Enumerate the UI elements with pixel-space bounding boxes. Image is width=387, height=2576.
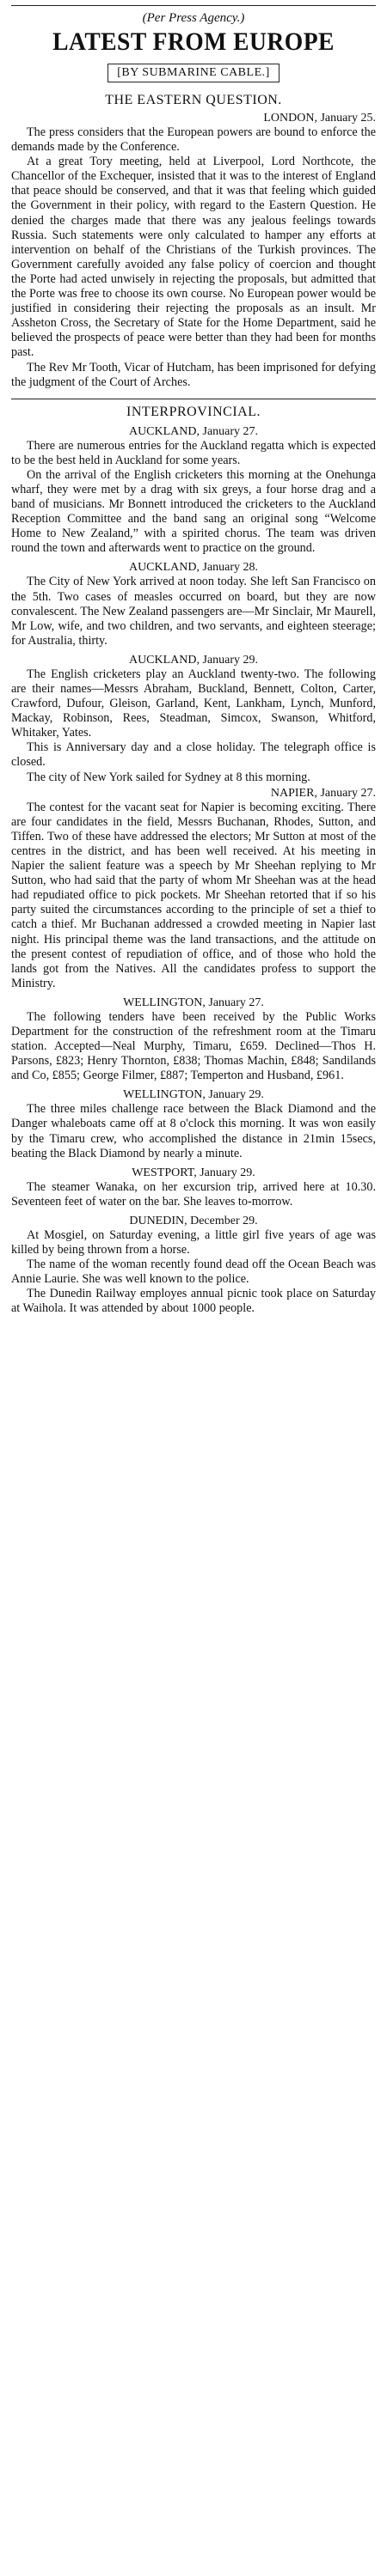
top-rule: [11, 5, 376, 6]
section-title-interprovincial: INTERPROVINCIAL.: [126, 404, 261, 419]
article-paragraph: The contest for the vacant seat for Napier is becoming exciting. There are four candidates in the field, Messrs Buchanan, Rhodes, Sutton, and Tiffen. Two of these have addressed the electors; Mr Sutton at most of the centres in the district, and has been well received. At his meeting in Napier the salient feature was a speech by Mr Sheehan replying to Mr Sutton, who had said that the party of whom Mr Sheehan was at the head had repudiated office to pick pockets. Mr Sheehan retorted that if so his party suited the circumstances according to the principle of set a thief to catch a thief. Mr Buchanan addressed a crowded meeting in Napier last night. His principal theme was the land transactions, and the attitude on the present contest of repudiation of office, and of those who hold the lands got from the Natives. All the candidates profess to support the Ministry.: [11, 800, 376, 990]
cable-label: [BY SUBMARINE CABLE.]: [108, 64, 280, 82]
article-paragraph: This is Anniversary day and a close holiday. The telegraph office is closed.: [11, 740, 376, 770]
article-paragraph: There are numerous entries for the Auckland regatta which is expected to be the best held in Auckland for some years.: [11, 438, 376, 467]
dateline-napier-27: NAPIER, January 27.: [270, 786, 376, 800]
dateline-wellington-29: WELLINGTON, January 29.: [123, 1088, 264, 1102]
headline: LATEST FROM EUROPE: [52, 27, 335, 56]
article-paragraph: The steamer Wanaka, on her excursion trip, arrived here at 10.30. Seventeen feet of water on the bar. She leaves to-morrow.: [11, 1179, 376, 1209]
article-paragraph: At a great Tory meeting, held at Liverpool, Lord Northcote, the Chancellor of the Exchequer, insisted that it was to the interest of England that peace should be conserved, and that it was that feeling which guided the Government in their policy, with regard to the Eastern Question. He denied the charges made that there was any jealous feelings towards Russia. Such statements were only calculated to hamper any efforts at intervention on behalf of the Christians of the Turkish provinces. The Government carefully avoided any false policy of coercion and thought the Porte had acted unwisely in rejecting the proposals, but admitted that the Porte was free to choose its own course. No European power would be justified in considering their rejecting the proposals as an insult. Mr Assheton Cross, the Secretary of State for the Home Department, said he believed the prospects of peace were better than they had been for months past.: [11, 155, 376, 360]
article-paragraph: The English cricketers play an Auckland twenty-two. The following are their names—Messrs Abraham, Buckland, Bennett, Colton, Carter, Crawford, Dufour, Gleison, Garland, Kent, Lankham, Lynch, Munford, Mackay, Robinson, Rees, Steadman, Simcox, Swanson, Whitford, Whitaker, Yates.: [11, 667, 376, 740]
article-paragraph: The following tenders have been received by the Public Works Department for the construction of the refreshment room at the Timaru station. Accepted—Neal Murphy, Timaru, £659. Declined—Thos H. Parsons, £823; Henry Thornton, £838; Thomas Machin, £848; Sandilands and Co, £855; George Filmer, £887; Temperton and Husband, £961.: [11, 1009, 376, 1083]
article-paragraph: The City of New York arrived at noon today. She left San Francisco on the 5th. Two cases of measles occurred on board, but they are now convalescent. The New Zealand passengers are—Mr Sinclair, Mr Maurell, Mr Low, wife, and two children, and two servants, and eighteen steerage; for Australia, thirty.: [11, 575, 376, 648]
dateline-wellington-27: WELLINGTON, January 27.: [123, 996, 264, 1009]
dateline-auckland-29: AUCKLAND, January 29.: [128, 653, 259, 667]
article-paragraph: The Rev Mr Tooth, Vicar of Hutcham, has been imprisoned for defying the judgment of the Court of Arches.: [11, 360, 376, 389]
dateline-westport-29: WESTPORT, January 29.: [132, 1166, 255, 1179]
article-paragraph: The Dunedin Railway employes annual picnic took place on Saturday at Waihola. It was attended by about 1000 people.: [11, 1287, 376, 1316]
dateline-london: LONDON, January 25.: [263, 112, 376, 125]
agency-line: (Per Press Agency.): [142, 11, 245, 25]
dateline-auckland-28: AUCKLAND, January 28.: [128, 561, 259, 575]
dateline-dunedin-29: DUNEDIN, December 29.: [129, 1214, 258, 1227]
dateline-auckland-27: AUCKLAND, January 27.: [128, 424, 259, 438]
article-paragraph: At Mosgiel, on Saturday evening, a little girl five years of age was killed by being thrown from a horse.: [11, 1227, 376, 1257]
article-paragraph: The three miles challenge race between the Black Diamond and the Danger whaleboats came off at 8 o'clock this morning. It was won easily by the Timaru crew, who accomplished the distance in 21min 15secs, beating the Black Diamond by nearly a minute.: [11, 1102, 376, 1160]
interprovincial-section: [11, 405, 376, 1317]
article-paragraph: The press considers that the European powers are bound to enforce the demands made by the Conference.: [11, 125, 376, 155]
eastern-question-section: [11, 93, 376, 390]
news-column: [11, 0, 376, 1316]
section-title-eastern: THE EASTERN QUESTION.: [105, 93, 282, 107]
article-paragraph: The name of the woman recently found dead off the Ocean Beach was Annie Laurie. She was well known to the police.: [11, 1258, 376, 1287]
article-paragraph: On the arrival of the English cricketers this morning at the Onehunga wharf, they were met by a drag with six greys, a four horse drag and a band of musicians. Mr Bonnett introduced the cricketers to the Auckland Reception Committee and the band sang an original song “Welcome Home to New Zealand,” with a spirited chorus. The team was driven round the town and afterwards went to practice on the ground.: [11, 467, 376, 556]
article-paragraph: The city of New York sailed for Sydney at 8 this morning.: [27, 770, 310, 784]
